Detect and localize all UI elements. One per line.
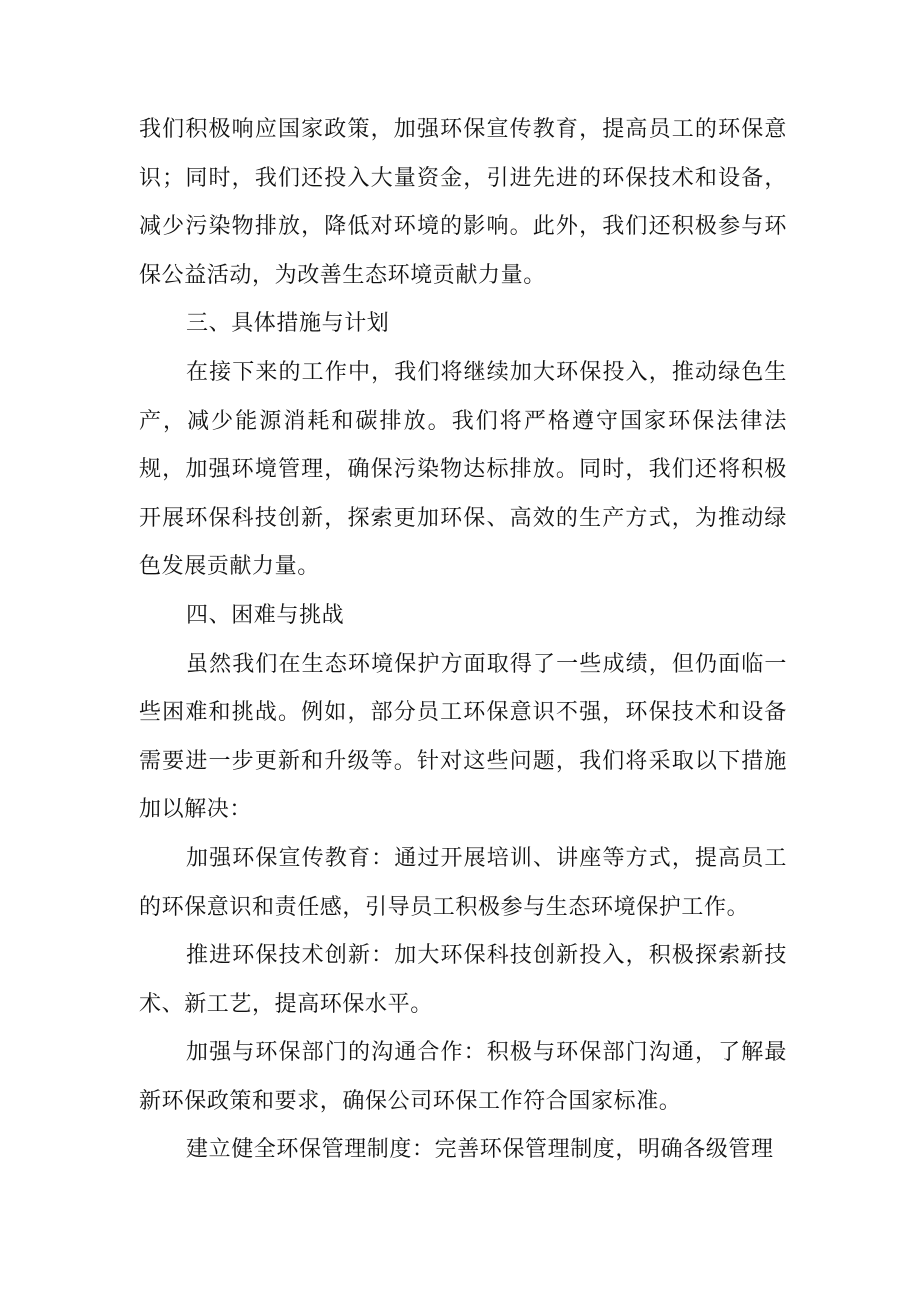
paragraph-measures: 在接下来的工作中，我们将继续加大环保投入，推动绿色生产，减少能源消耗和碳排放。我们将严格遵守国家环保法律法规，加强环境管理，确保污染物达标排放。同时，我们还将积极开展环保科技创新，探索更加环保、高效的生产方式，为推动绿色发展贡献力量。 [139,359,787,580]
paragraph-education: 加强环保宣传教育：通过开展培训、讲座等方式，提高员工的环保意识和责任感，引导员工积极参与生态环境保护工作。 [139,845,787,920]
paragraph-intro: 我们积极响应国家政策，加强环保宣传教育，提高员工的环保意识；同时，我们还投入大量资金，引进先进的环保技术和设备，减少污染物排放，降低对环境的影响。此外，我们还积极参与环保公益活动，为改善生态环境贡献力量。 [139,117,787,288]
document-body [139,106,787,1175]
paragraph-challenges: 虽然我们在生态环境保护方面取得了一些成绩，但仍面临一些困难和挑战。例如，部分员工环保意识不强，环保技术和设备需要进一步更新和升级等。针对这些问题，我们将采取以下措施加以解决： [139,651,787,823]
paragraph-innovation: 推进环保技术创新：加大环保科技创新投入，积极探索新技术、新工艺，提高环保水平。 [139,943,787,1017]
section-heading-4: 四、困难与挑战 [186,602,345,628]
paragraph-cooperation: 加强与环保部门的沟通合作：积极与环保部门沟通，了解最新环保政策和要求，确保公司环保工作符合国家标准。 [139,1040,787,1114]
paragraph-management: 建立健全环保管理制度：完善环保管理制度，明确各级管理 [186,1137,774,1163]
section-heading-3: 三、具体措施与计划 [186,311,390,337]
